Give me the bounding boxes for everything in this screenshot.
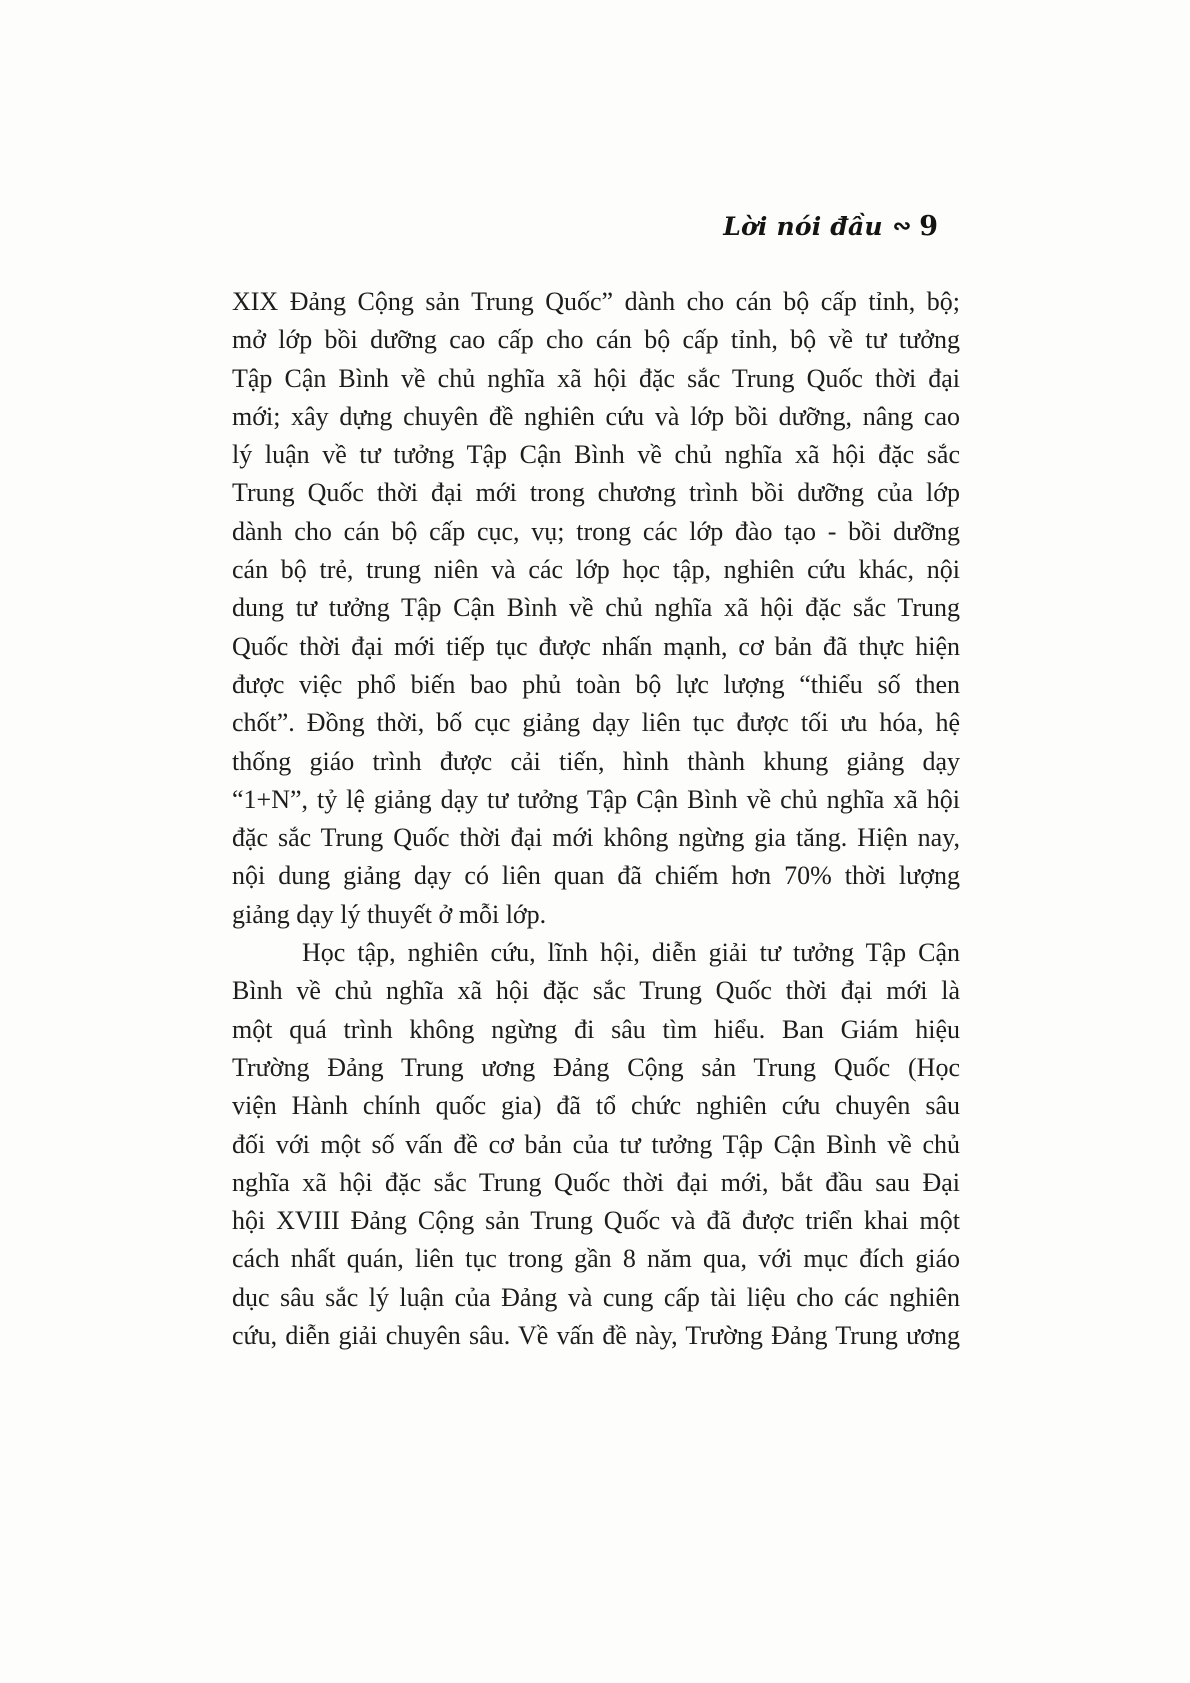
body-text-block: [232, 283, 960, 1355]
text-line: XIX Đảng Cộng sản Trung Quốc” dành cho cán bộ cấp tỉnh, bộ;: [232, 287, 960, 316]
text-line: mở lớp bồi dưỡng cao cấp cho cán bộ cấp tỉnh, bộ về tư tưởng: [232, 325, 960, 355]
text-line: nghĩa xã hội đặc sắc Trung Quốc thời đại mới, bắt đầu sau Đại: [232, 1167, 960, 1197]
text-line: Học tập, nghiên cứu, lĩnh hội, diễn giải tư tưởng Tập Cận: [302, 938, 960, 968]
fleuron-ornament-icon: ∾: [892, 213, 912, 238]
text-line: mới; xây dựng chuyên đề nghiên cứu và lớp bồi dưỡng, nâng cao: [232, 401, 960, 431]
text-line: dung tư tưởng Tập Cận Bình về chủ nghĩa xã hội đặc sắc Trung: [232, 593, 960, 623]
page-number: 9: [919, 211, 938, 242]
text-line: dành cho cán bộ cấp cục, vụ; trong các lớp đào tạo - bồi dưỡng: [232, 516, 960, 546]
text-line: nội dung giảng dạy có liên quan đã chiếm hơn 70% thời lượng: [232, 861, 960, 891]
text-line: đặc sắc Trung Quốc thời đại mới không ngừng gia tăng. Hiện nay,: [232, 823, 960, 853]
text-line: Tập Cận Bình về chủ nghĩa xã hội đặc sắc Trung Quốc thời đại: [232, 363, 960, 393]
text-line: một quá trình không ngừng đi sâu tìm hiểu. Ban Giám hiệu: [232, 1014, 960, 1044]
text-line: “1+N”, tỷ lệ giảng dạy tư tưởng Tập Cận Bình về chủ nghĩa xã hội: [232, 784, 960, 814]
text-line: giảng dạy lý thuyết ở mỗi lớp.: [232, 899, 547, 929]
text-line: Bình về chủ nghĩa xã hội đặc sắc Trung Quốc thời đại mới là: [232, 976, 960, 1006]
text-line: lý luận về tư tưởng Tập Cận Bình về chủ nghĩa xã hội đặc sắc: [232, 440, 960, 470]
running-head: [232, 211, 938, 242]
text-line: viện Hành chính quốc gia) đã tổ chức nghiên cứu chuyên sâu: [232, 1091, 960, 1121]
text-line: cán bộ trẻ, trung niên và các lớp học tập, nghiên cứu khác, nội: [232, 555, 960, 585]
text-line: Quốc thời đại mới tiếp tục được nhấn mạnh, cơ bản đã thực hiện: [232, 631, 960, 661]
text-line: chốt”. Đồng thời, bố cục giảng dạy liên tục được tối ưu hóa, hệ: [232, 708, 960, 738]
text-line: được việc phổ biến bao phủ toàn bộ lực lượng “thiểu số then: [232, 669, 960, 699]
text-line: Trung Quốc thời đại mới trong chương trình bồi dưỡng của lớp: [232, 478, 960, 508]
text-line: đối với một số vấn đề cơ bản của tư tưởng Tập Cận Bình về chủ: [232, 1129, 960, 1159]
text-line: hội XVIII Đảng Cộng sản Trung Quốc và đã được triển khai một: [232, 1206, 960, 1236]
section-title: Lời nói đầu: [723, 212, 883, 241]
text-line: cách nhất quán, liên tục trong gần 8 năm qua, với mục đích giáo: [232, 1244, 960, 1274]
text-line: dục sâu sắc lý luận của Đảng và cung cấp tài liệu cho các nghiên: [232, 1282, 960, 1312]
text-line: cứu, diễn giải chuyên sâu. Về vấn đề này, Trường Đảng Trung ương: [232, 1321, 960, 1351]
text-line: Trường Đảng Trung ương Đảng Cộng sản Trung Quốc (Học: [232, 1052, 960, 1082]
text-line: thống giáo trình được cải tiến, hình thành khung giảng dạy: [232, 746, 960, 776]
